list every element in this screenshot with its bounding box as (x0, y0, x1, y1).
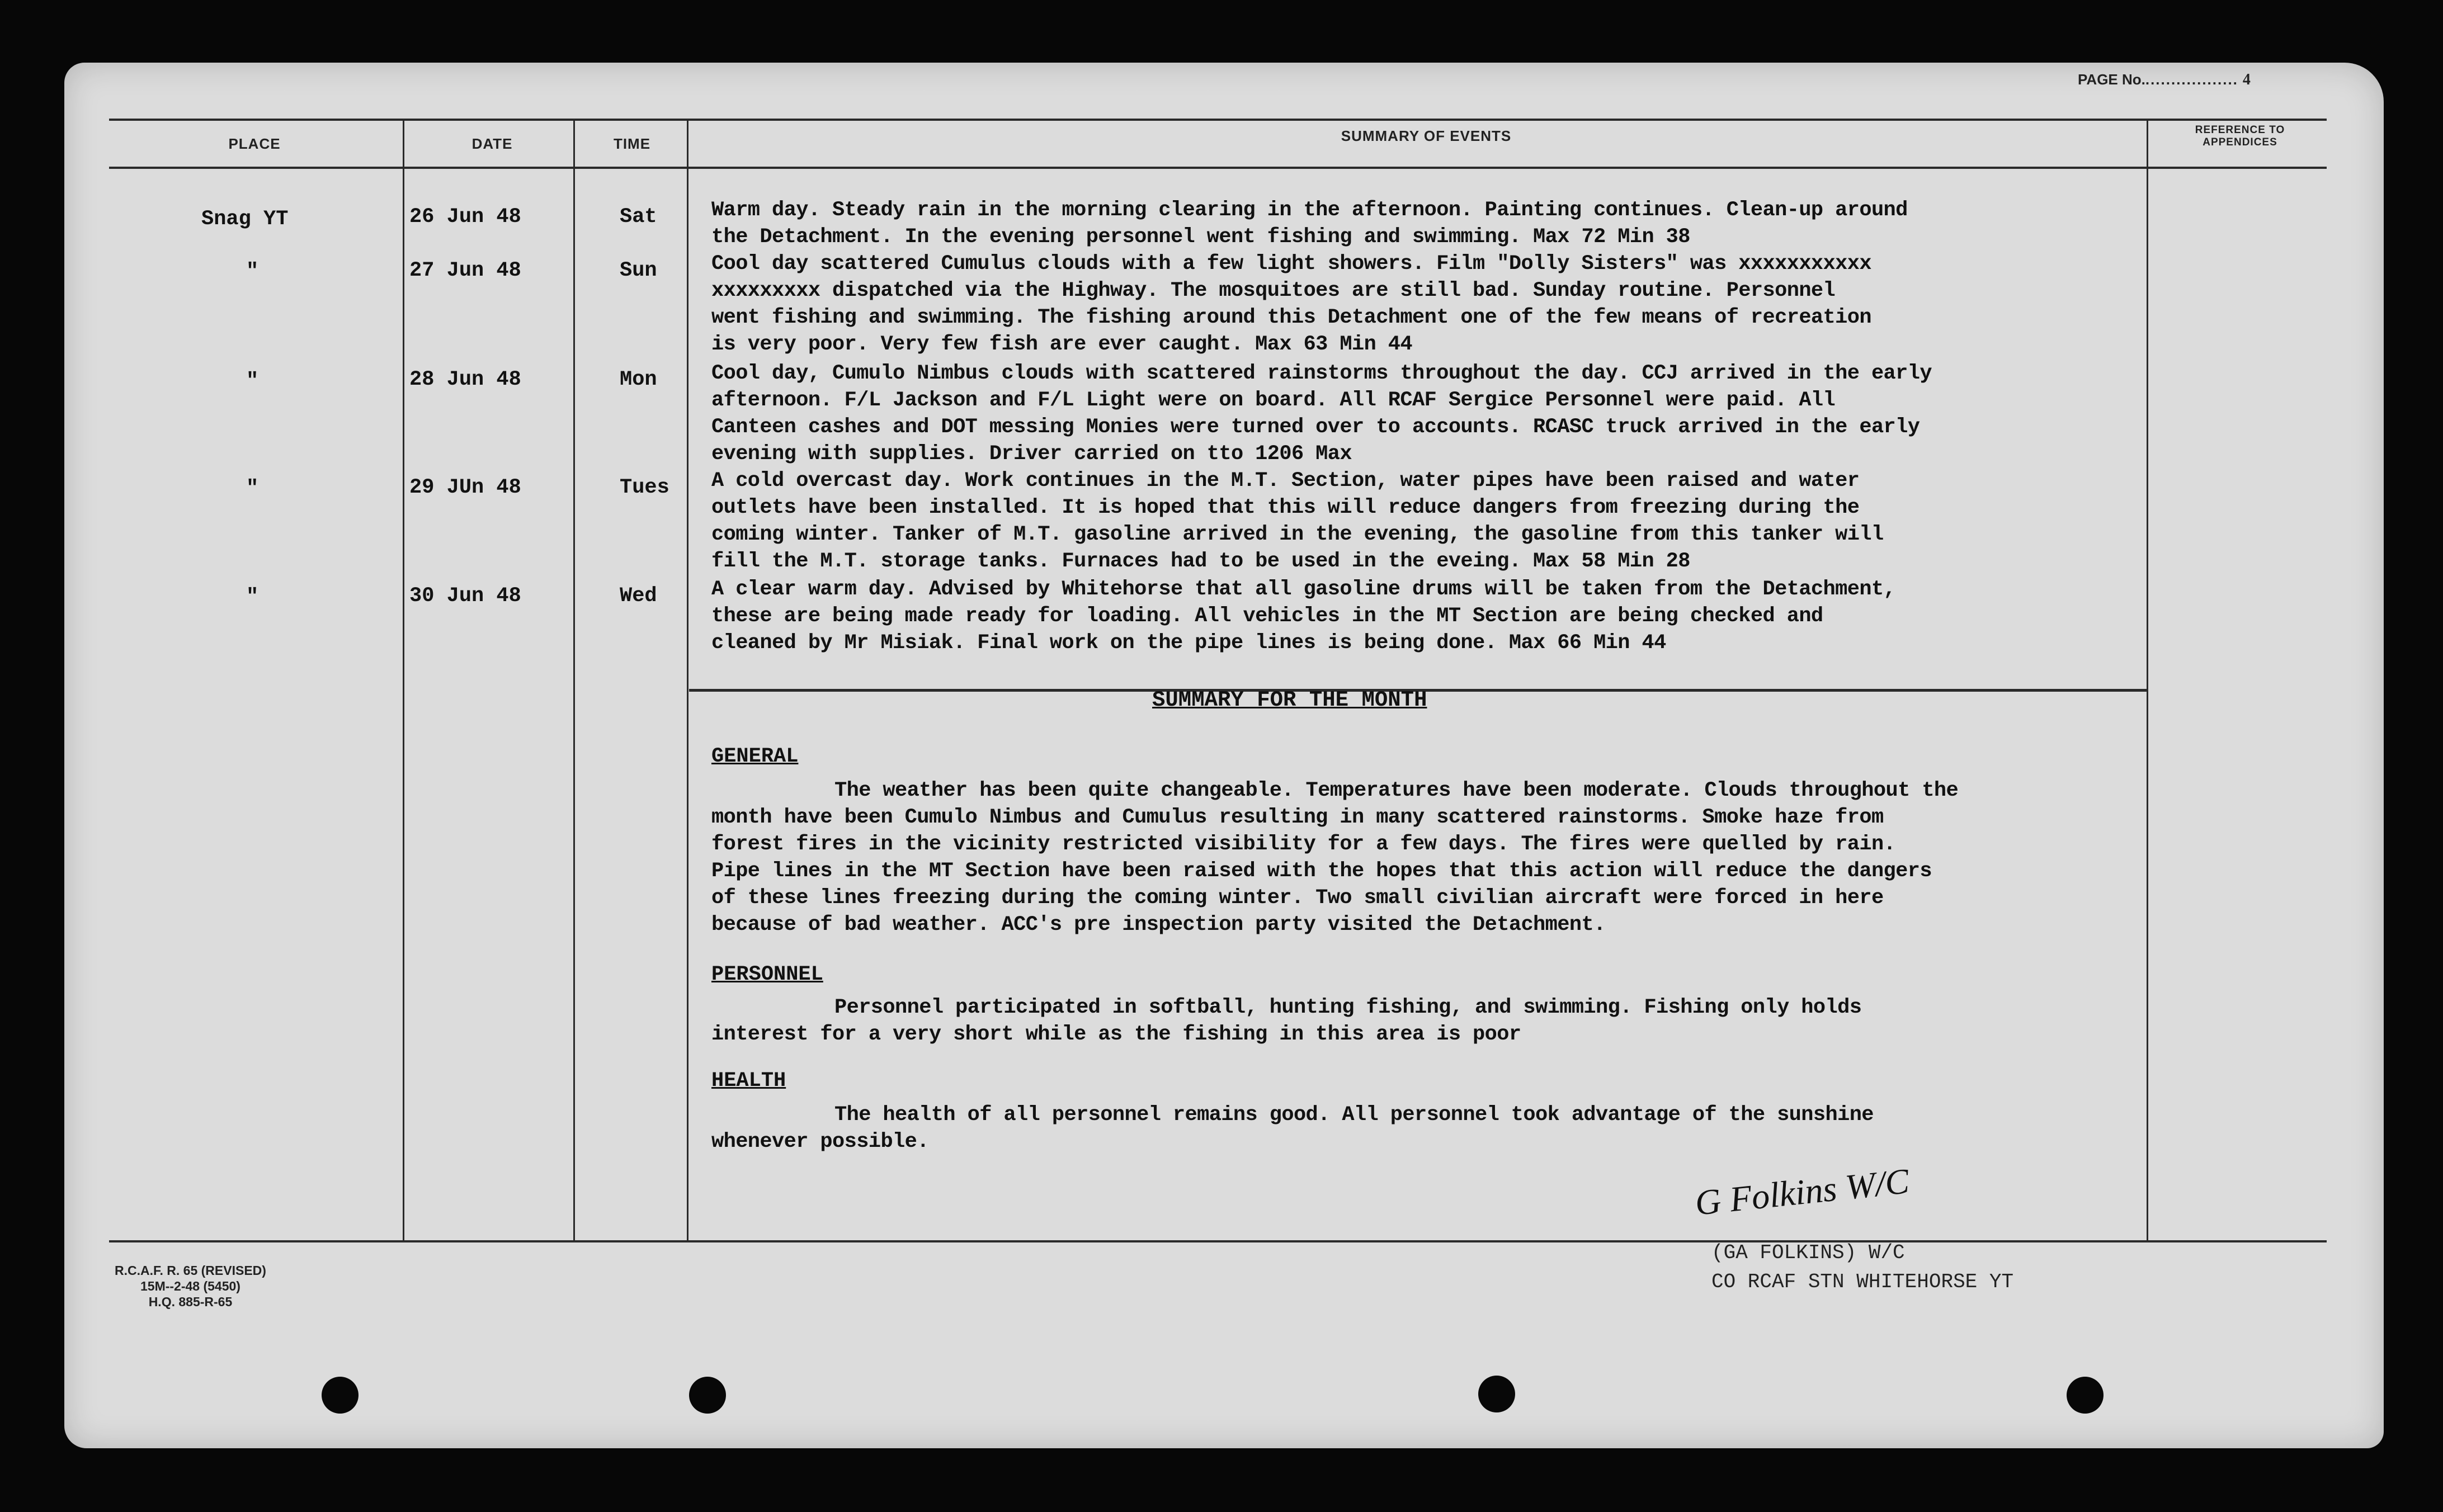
entry-date: 28 Jun 48 (409, 368, 521, 391)
signature-block (1711, 1239, 2013, 1297)
punch-hole (322, 1377, 359, 1414)
handwritten-signature: G Folkins W/C (1693, 1161, 1911, 1223)
entry-day: Sun (620, 259, 657, 282)
entry-text: Cool day scattered Cumulus clouds with a few light showers. Film "Dolly Sisters" was xxxxxxxxxxx xxxxxxxxx dispatched via the Highway. The mosquitoes are still bad. Sunday routine. Personnel went fishing and swimming. The fishing around this Detachment one of the few means of recreation is very poor. Very few fish are ever caught. Max 63 Min 44 (711, 252, 1871, 356)
section-heading-health: HEALTH (711, 1069, 786, 1093)
section-text-health: The health of all personnel remains good. All personnel took advantage of the sunshine whenever possible. (711, 1103, 1874, 1154)
entry-date: 27 Jun 48 (409, 259, 521, 282)
header-bottom-rule (109, 167, 2327, 169)
entry-place: " (246, 370, 259, 393)
column-divider-place (403, 119, 404, 1241)
column-header-summary: SUMMARY OF EVENTS (1341, 127, 1512, 144)
punch-hole (1478, 1376, 1515, 1412)
column-header-place: PLACE (228, 135, 281, 152)
summary-title: SUMMARY FOR THE MONTH (1152, 688, 1427, 712)
entry-text: Cool day, Cumulo Nimbus clouds with scattered rainstorms throughout the day. CCJ arrived in the early afternoon. F/L Jackson and F/L Light were on board. All RCAF Sergice Personnel were paid. All Canteen cashes and DOT messing Monies were turned over to accounts. RCASC truck arrived in the early evening with supplies. Driver carried on tto 1206 Max (711, 362, 1932, 466)
entry-text: Warm day. Steady rain in the morning clearing in the afternoon. Painting continues. Clean-up around the Detachment. In the evening personnel went fishing and swimming. Max 72 Min 38 (711, 199, 1908, 249)
signatory-name: (GA FOLKINS) W/C (1711, 1241, 1905, 1264)
entry-day: Mon (620, 368, 657, 391)
column-divider-summary (2147, 119, 2148, 1241)
entry-day: Tues (620, 476, 669, 499)
entry-place: Snag YT (201, 207, 289, 231)
entry-date: 30 Jun 48 (409, 584, 521, 608)
entry-place: " (246, 260, 259, 284)
signatory-title: CO RCAF STN WHITEHORSE YT (1711, 1270, 2014, 1293)
section-heading-general: GENERAL (711, 745, 799, 768)
entry-text: A cold overcast day. Work continues in the M.T. Section, water pipes have been raised and water outlets have been installed. It is hoped that this will reduce dangers from freezing during the coming winter. Tanker of M.T. gasoline arrived in the evening, the gasoline from this tanker will fill the M.T. storage tanks. Furnaces had to be used in the eveing. Max 58 Min 28 (711, 469, 1884, 573)
column-divider-time (687, 119, 688, 1241)
column-header-time: TIME (613, 135, 651, 152)
entry-place: " (246, 585, 259, 609)
header-top-rule (109, 119, 2327, 121)
punch-hole (2067, 1377, 2104, 1414)
page-number: PAGE No................... 4 (2078, 71, 2251, 88)
punch-hole (689, 1377, 726, 1414)
section-heading-personnel: PERSONNEL (711, 963, 823, 986)
form-identifier: R.C.A.F. R. 65 (REVISED) 15M--2-48 (5450) H.Q. 885-R-65 (115, 1263, 266, 1309)
entry-date: 29 JUn 48 (409, 476, 521, 499)
entry-date: 26 Jun 48 (409, 205, 521, 229)
column-header-reference: REFERENCE TO APPENDICES (2195, 124, 2285, 148)
column-divider-date (573, 119, 575, 1241)
column-header-date: DATE (471, 135, 513, 152)
entry-text: A clear warm day. Advised by Whitehorse that all gasoline drums will be taken from the Detachment, these are being made ready for loading. All vehicles in the MT Section are being checked and cleaned by Mr Misiak. Final work on the pipe lines is being done. Max 66 Min 44 (711, 578, 1896, 655)
entry-place: " (246, 477, 259, 500)
section-text-personnel: Personnel participated in softball, hunting fishing, and swimming. Fishing only holds interest for a very short while as the fishing in this area is poor (711, 996, 1862, 1046)
section-text-general: The weather has been quite changeable. Temperatures have been moderate. Clouds throughout the month have been Cumulo Nimbus and Cumulus resulting in many scattered rainstorms. Smoke haze from forest fires in the vicinity restricted visibility for a few days. The fires were quelled by rain. Pipe lines in the MT Section have been raised with the hopes that this action will reduce the dangers of these lines freezing during the coming winter. Two small civilian aircraft were forced in here because of bad weather. ACC's pre inspection party visited the Detachment. (711, 779, 1959, 937)
entry-day: Sat (620, 205, 657, 229)
entry-day: Wed (620, 584, 657, 608)
